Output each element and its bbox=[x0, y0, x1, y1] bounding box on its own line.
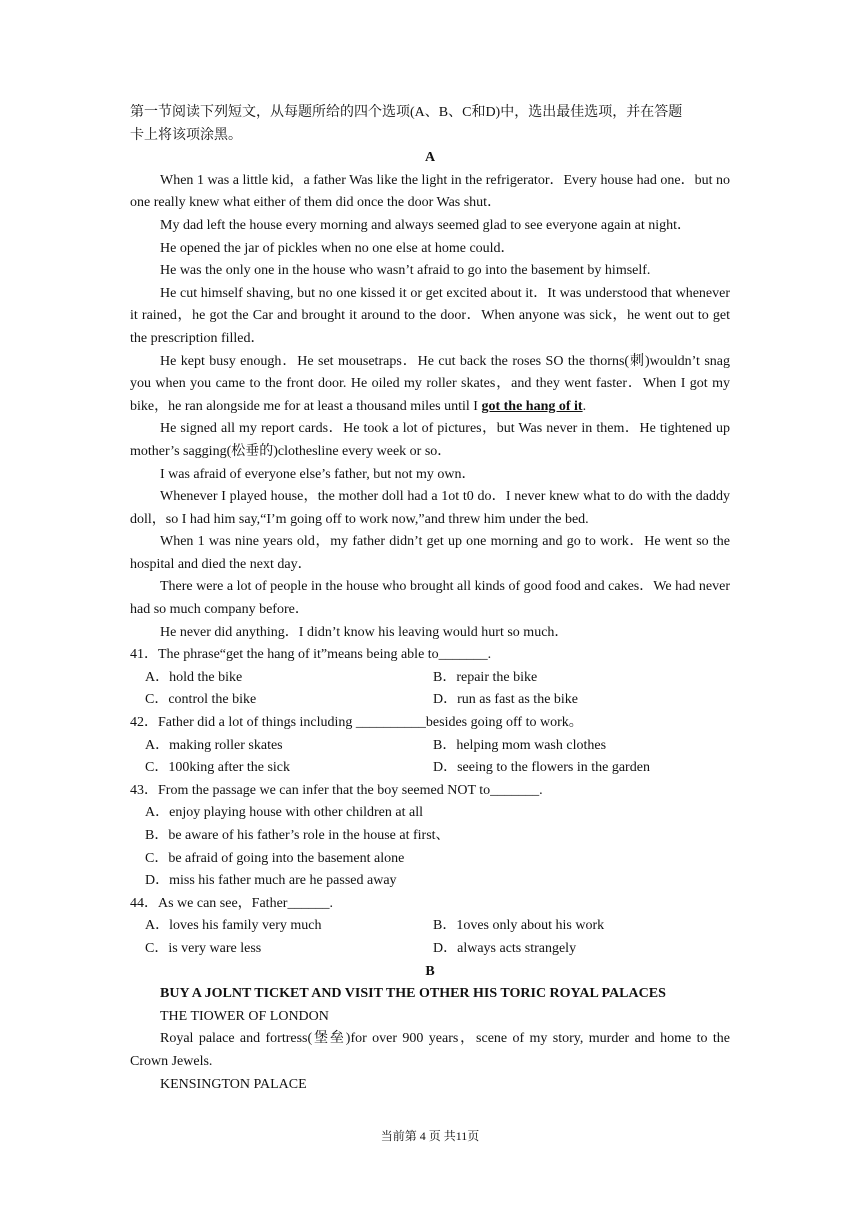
paragraph: When 1 was nine years old，my father didn’t get up one morning and go to work．He went so the hospital and died the next day． bbox=[130, 534, 730, 572]
document-body bbox=[130, 102, 730, 1096]
question-41-options-row-1 bbox=[130, 667, 730, 690]
paragraph: My dad left the house every morning and always seemed glad to see everyone again at night． bbox=[160, 217, 692, 233]
page-footer: 当前第 4 页 共11页 bbox=[380, 1129, 480, 1143]
option-c: C．100king after the sick bbox=[145, 760, 291, 776]
question-43-stem: 43．From the passage we can infer that the boy seemed NOT to_______. bbox=[130, 782, 543, 798]
paragraph: He was the only one in the house who wasn’t afraid to go into the basement by himself. bbox=[160, 263, 651, 279]
section-b-subheading: THE TIOWER OF LONDON bbox=[160, 1008, 329, 1024]
question-42-options-row-2 bbox=[130, 757, 730, 780]
option-d: D．miss his father much are he passed away bbox=[145, 873, 397, 889]
option-a: A．making roller skates bbox=[145, 737, 283, 753]
paragraph: There were a lot of people in the house who brought all kinds of good food and cakes．We had never had so much company before． bbox=[130, 579, 730, 618]
question-44-options-row-2 bbox=[130, 938, 730, 961]
question-42-stem: 42．Father did a lot of things including __________besides going off to work。 bbox=[130, 715, 583, 731]
paragraph: He opened the jar of pickles when no one else at home could． bbox=[160, 240, 515, 256]
paragraph-text: He kept busy enough．He set mousetraps．He cut back the roses SO the thorns(刺)wouldn’t snag you when you came to the front door. He oiled my roller skates，and they went faster．When I got my bike，he ran alongside me for at least a thousand miles until I bbox=[130, 353, 730, 414]
option-b: B．helping mom wash clothes bbox=[433, 737, 607, 753]
question-41-options-row-2 bbox=[130, 689, 730, 712]
paragraph: He signed all my report cards．He took a lot of pictures，but Was never in them．He tightened up mother’s sagging(松垂的)clothesline every week or so． bbox=[130, 421, 730, 459]
option-a: A．loves his family very much bbox=[145, 918, 322, 934]
paragraph: He cut himself shaving, but no one kissed it or get excited about it．It was understood that whenever it rained，he got the Car and brought it around to the door．When anyone was sick，he went out to get the prescription filled． bbox=[130, 285, 730, 346]
underlined-phrase: got the hang of it bbox=[481, 398, 583, 414]
option-c: C．be afraid of going into the basement alone bbox=[145, 850, 405, 866]
option-c: C．is very ware less bbox=[145, 940, 262, 956]
paragraph: I was afraid of everyone else’s father, but not my own． bbox=[160, 466, 476, 482]
question-44-options-row-1 bbox=[130, 915, 730, 938]
section-b-heading: B bbox=[425, 963, 435, 979]
option-d: D．run as fast as the bike bbox=[433, 692, 579, 708]
paragraph bbox=[130, 351, 730, 419]
paragraph: Royal palace and fortress(堡垒)for over 900 years，scene of my story, murder and home to the Crown Jewels. bbox=[130, 1031, 730, 1069]
option-d: D．seeing to the flowers in the garden bbox=[433, 760, 650, 776]
question-44-stem: 44．As we can see，Father______. bbox=[130, 895, 333, 911]
option-b: B．1oves only about his work bbox=[433, 918, 605, 934]
paragraph: Whenever I played house，the mother doll had a 1ot t0 do．I never knew what to do with the daddy doll，so I had him say,“I’m going off to work now,”and threw him under the bed. bbox=[130, 489, 730, 527]
option-a: A．hold the bike bbox=[145, 669, 243, 685]
section-b-title: BUY A JOLNT TICKET AND VISIT THE OTHER HIS TORIC ROYAL PALACES bbox=[160, 986, 666, 1002]
instruction-line-1: 第一节阅读下列短文，从每题所给的四个选项(A、B、C和D)中，选出最佳选项，并在答题 bbox=[130, 105, 683, 120]
question-41-stem: 41．The phrase“get the hang of it”means being able to_______. bbox=[130, 647, 492, 663]
paragraph-text: . bbox=[582, 398, 587, 414]
option-b: B．be aware of his father’s role in the house at first、 bbox=[145, 828, 450, 843]
section-a-heading: A bbox=[424, 150, 436, 166]
option-c: C．control the bike bbox=[145, 692, 257, 708]
option-d: D．always acts strangely bbox=[433, 940, 577, 956]
paragraph: He never did anything．I didn’t know his leaving would hurt so much． bbox=[160, 624, 569, 640]
section-b-subheading: KENSINGTON PALACE bbox=[160, 1076, 307, 1092]
instruction-line-2: 卡上将该项涂黑。 bbox=[130, 127, 242, 143]
option-b: B．repair the bike bbox=[433, 669, 538, 685]
question-42-options-row-1 bbox=[130, 735, 730, 758]
option-a: A．enjoy playing house with other children at all bbox=[145, 805, 423, 821]
paragraph: When 1 was a little kid，a father Was like the light in the refrigerator．Every house had one．but no one really knew what either of them did once the door Was shut． bbox=[130, 172, 730, 211]
